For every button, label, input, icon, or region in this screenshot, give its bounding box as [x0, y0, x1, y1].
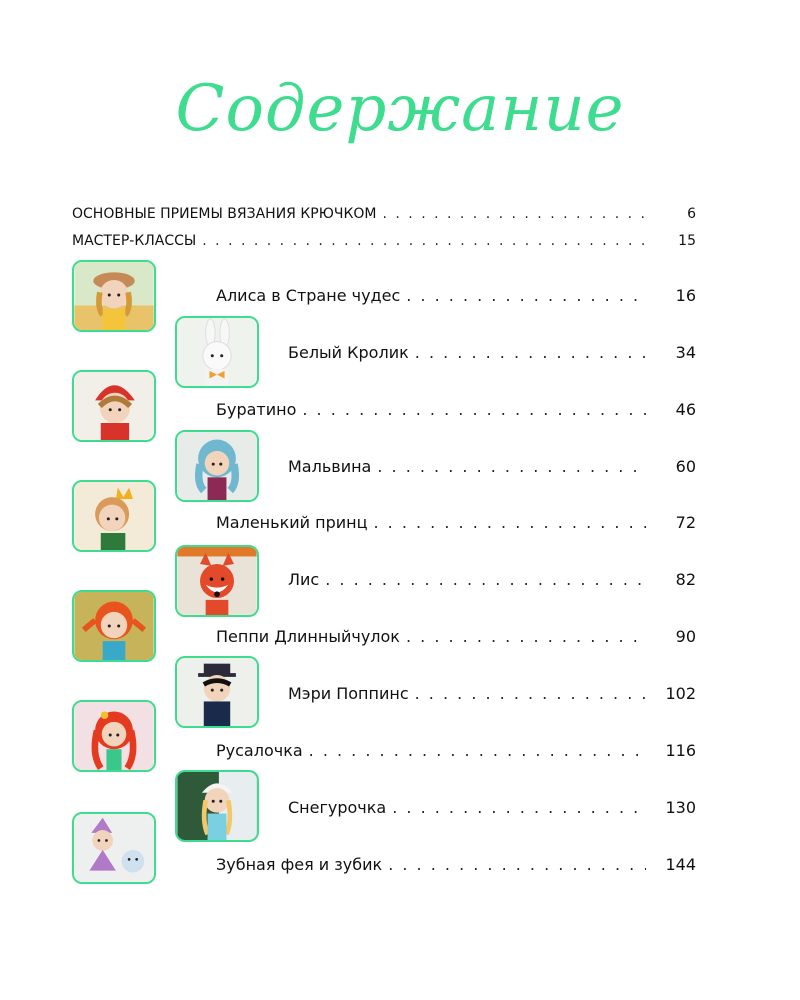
toc-entry-label: Русалочка [216, 741, 303, 760]
leader-dots [383, 206, 647, 222]
mary-poppins-doll-thumbnail [175, 656, 259, 728]
toc-entry-malvina[interactable] [288, 457, 696, 481]
toc-page-number: 116 [665, 741, 696, 760]
toc-page-number: 46 [675, 400, 696, 419]
toc-page-number: 130 [665, 798, 696, 817]
leader-dots [406, 286, 646, 305]
toc-page-number: 82 [675, 570, 696, 589]
leader-dots [392, 798, 646, 817]
leader-dots [302, 400, 646, 419]
toc-section-basics[interactable] [72, 206, 696, 230]
toc-entry-label: Мальвина [288, 457, 372, 476]
toc-entry-label: Пеппи Длинныйчулок [216, 627, 400, 646]
toc-section-label: МАСТЕР-КЛАССЫ [72, 233, 197, 249]
leader-dots [373, 513, 646, 532]
toc-page-number: 15 [678, 233, 696, 249]
toc-entry-tooth-fairy[interactable] [216, 855, 696, 879]
toc-entry-little-prince[interactable] [216, 513, 696, 537]
leader-dots [377, 457, 646, 476]
little-mermaid-doll-thumbnail [72, 700, 156, 772]
toc-page-number: 60 [675, 457, 696, 476]
toc-entry-label: Зубная фея и зубик [216, 855, 383, 874]
toc-entry-snegurochka[interactable] [288, 798, 696, 822]
toc-section-label: ОСНОВНЫЕ ПРИЕМЫ ВЯЗАНИЯ КРЮЧКОМ [72, 206, 377, 222]
toc-entry-little-mermaid[interactable] [216, 741, 696, 765]
leader-dots [406, 627, 646, 646]
malvina-doll-thumbnail [175, 430, 259, 502]
toc-entry-label: Снегурочка [288, 798, 387, 817]
leader-dots [415, 684, 646, 703]
toc-page-number: 72 [675, 513, 696, 532]
pippi-doll-thumbnail [72, 590, 156, 662]
toc-entry-label: Буратино [216, 400, 297, 419]
page-title: Содержание [175, 72, 625, 146]
buratino-doll-thumbnail [72, 370, 156, 442]
toc-page-number: 16 [675, 286, 696, 305]
toc-entry-label: Белый Кролик [288, 343, 409, 362]
toc-page-number: 90 [675, 627, 696, 646]
toc-entry-mary-poppins[interactable] [288, 684, 696, 708]
leader-dots [388, 855, 646, 874]
white-rabbit-thumbnail [175, 316, 259, 388]
leader-dots [202, 233, 646, 249]
toc-entry-buratino[interactable] [216, 400, 696, 424]
toc-entry-alice[interactable] [216, 286, 696, 310]
toc-entry-label: Лис [288, 570, 320, 589]
tooth-fairy-doll-thumbnail [72, 812, 156, 884]
alice-doll-thumbnail [72, 260, 156, 332]
toc-entry-pippi[interactable] [216, 627, 696, 651]
toc-entry-white-rabbit[interactable] [288, 343, 696, 367]
toc-page-number: 102 [665, 684, 696, 703]
snegurochka-doll-thumbnail [175, 770, 259, 842]
toc-page-number: 6 [687, 206, 696, 222]
toc-section-masterclasses[interactable] [72, 233, 696, 257]
toc-entry-fox[interactable] [288, 570, 696, 594]
toc-page-number: 144 [665, 855, 696, 874]
leader-dots [415, 343, 646, 362]
little-prince-doll-thumbnail [72, 480, 156, 552]
toc-entry-label: Маленький принц [216, 513, 368, 532]
toc-entry-label: Алиса в Стране чудес [216, 286, 401, 305]
fox-toy-thumbnail [175, 545, 259, 617]
leader-dots [325, 570, 646, 589]
toc-entry-label: Мэри Поппинс [288, 684, 409, 703]
toc-page-number: 34 [675, 343, 696, 362]
leader-dots [309, 741, 646, 760]
